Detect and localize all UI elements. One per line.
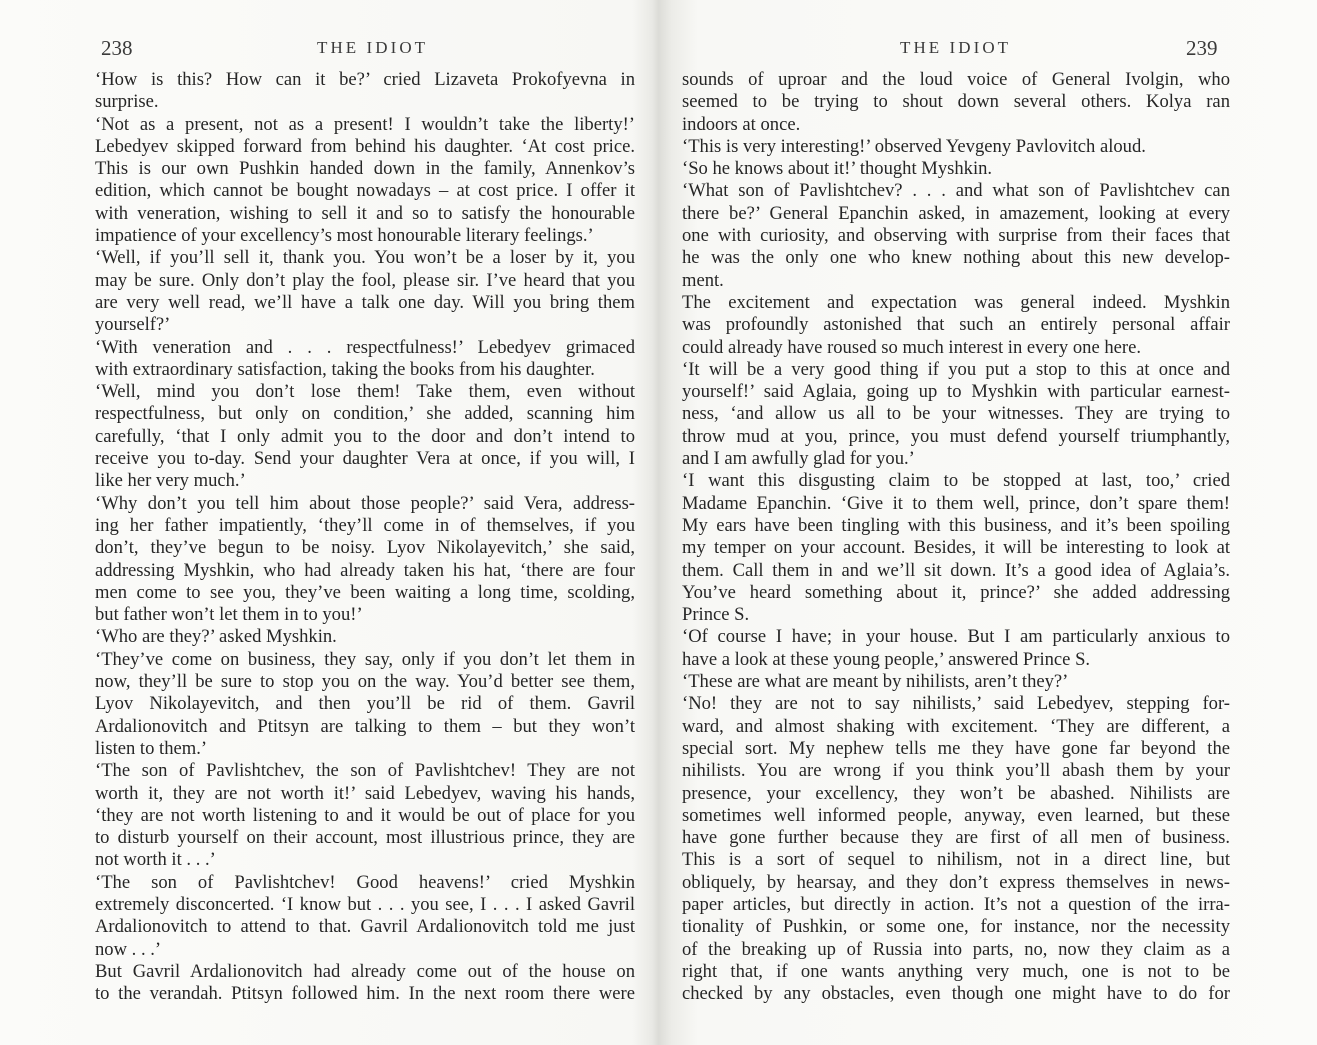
text-line: of the breaking up of Russia into parts, no, now they claim as a <box>682 938 1230 960</box>
text-line: surprise. <box>95 91 159 113</box>
text-line: ‘Who are they?’ asked Myshkin. <box>95 626 337 648</box>
text-line: worth it, they are not worth it!’ said Lebedyev, waving his hands, <box>95 782 635 804</box>
text-line: ‘This is very interesting!’ observed Yevgeny Pavlovitch aloud. <box>682 135 1146 157</box>
text-line: Ardalionovitch to attend to that. Gavril Ardalionovitch told me just <box>95 916 635 938</box>
text-line: them. Call them in and we’ll sit down. It’s a good idea of Aglaia’s. <box>682 559 1230 581</box>
text-line: Madame Epanchin. ‘Give it to them well, prince, don’t spare them! <box>682 492 1230 514</box>
text-line: was profoundly astonished that such an entirely personal affair <box>682 314 1230 336</box>
text-line: one with curiosity, and observing with surprise from their faces that <box>682 225 1230 247</box>
text-line: ‘They’ve come on business, they say, only if you don’t let them in <box>95 648 635 670</box>
text-line: listen to them.’ <box>95 737 208 759</box>
text-line: now . . .’ <box>95 938 162 960</box>
text-line: don’t, they’ve begun to be noisy. Lyov Nikolayevitch,’ she said, <box>95 537 635 559</box>
text-line: throw mud at you, prince, you must defend yourself triumphantly, <box>682 425 1230 447</box>
text-line: ‘So he knows about it!’ thought Myshkin. <box>682 158 993 180</box>
text-line: Ardalionovitch and Ptitsyn are talking to them – but they won’t <box>95 715 635 737</box>
text-line: may be sure. Only don’t play the fool, please sir. I’ve heard that you <box>95 269 635 291</box>
text-line: ‘These are what are meant by nihilists, aren’t they?’ <box>682 671 1069 693</box>
text-line: he was the only one who knew nothing about this new develop- <box>682 247 1230 269</box>
text-line: are very well read, we’ll have a talk one day. Will you bring them <box>95 291 635 313</box>
text-line: tionality of Pushkin, or some one, for instance, nor the necessity <box>682 916 1230 938</box>
text-line: The excitement and expectation was general indeed. Myshkin <box>682 291 1230 313</box>
text-line: ment. <box>682 269 724 291</box>
text-line: yourself?’ <box>95 314 171 336</box>
text-line: ‘Well, if you’ll sell it, thank you. You won’t be a loser by it, you <box>95 247 635 269</box>
text-line: receive you to-day. Send your daughter Vera at once, if you will, I <box>95 448 635 470</box>
text-line: ‘The son of Pavlishtchev! Good heavens!’ cried Myshkin <box>95 871 635 893</box>
running-head: THE IDIOT <box>317 38 429 57</box>
text-line: checked by any obstacles, even though one might have to do for <box>682 983 1230 1005</box>
left-page <box>0 0 655 1045</box>
text-line: extremely disconcerted. ‘I know but . . . you see, I . . . I asked Gavril <box>95 893 635 915</box>
text-line: impatience of your excellency’s most honourable literary feelings.’ <box>95 225 594 247</box>
text-line: indoors at once. <box>682 113 801 135</box>
text-line: special sort. My nephew tells me they have gone far beyond the <box>682 737 1230 759</box>
text-line: ‘The son of Pavlishtchev, the son of Pavlishtchev! They are not <box>95 760 635 782</box>
text-line: sometimes well informed people, anyway, even learned, but these <box>682 804 1230 826</box>
text-line: seemed to be trying to shout down several others. Kolya ran <box>682 91 1230 113</box>
text-line: Lebedyev skipped forward from behind his daughter. ‘At cost price. <box>95 135 635 157</box>
text-line: My ears have been tingling with this business, and it’s been spoiling <box>682 514 1230 536</box>
text-line: But Gavril Ardalionovitch had already come out of the house on <box>95 960 635 982</box>
text-line: men come to see you, they’ve been waiting a long time, scolding, <box>95 581 635 603</box>
text-line: ‘No! they are not to say nihilists,’ said Lebedyev, stepping for- <box>682 693 1230 715</box>
text-line: now, they’ll be sure to stop you on the way. You’d better see them, <box>95 671 635 693</box>
text-line: nihilists. You are wrong if you think you’ll abash them by your <box>682 760 1230 782</box>
text-line: to the verandah. Ptitsyn followed him. In the next room there were <box>95 983 635 1005</box>
text-line: ‘I want this disgusting claim to be stopped at last, too,’ cried <box>682 470 1230 492</box>
text-line: This is a sort of sequel to nihilism, not in a direct line, but <box>682 849 1230 871</box>
text-line: respectfulness, but only on condition,’ she added, scanning him <box>95 403 635 425</box>
text-line: ward, and almost shaking with excitement. ‘They are different, a <box>682 715 1230 737</box>
text-line: but father won’t let them in to you!’ <box>95 604 363 626</box>
text-line: could already have roused so much interest in every one here. <box>682 336 1141 358</box>
text-line: have a look at these young people,’ answered Prince S. <box>682 648 1091 670</box>
text-line: presence, your excellency, they won’t be abashed. Nihilists are <box>682 782 1230 804</box>
page-number: 239 <box>1186 36 1218 60</box>
text-line: paper articles, but directly in action. It’s not a question of the irra- <box>682 893 1230 915</box>
text-line: right that, if one wants anything very much, one is not to be <box>682 960 1230 982</box>
text-line: ‘With veneration and . . . respectfulness!’ Lebedyev grimaced <box>95 336 635 358</box>
text-line: with veneration, wishing to sell it and so to satisfy the honourable <box>95 202 635 224</box>
text-line: sounds of uproar and the loud voice of General Ivolgin, who <box>682 69 1230 90</box>
body-text <box>682 69 1230 1005</box>
text-line: ‘It will be a very good thing if you put a stop to this at once and <box>682 358 1230 380</box>
text-line: ing her father impatiently, ‘they’ll come in of themselves, if you <box>95 514 635 536</box>
text-line: have gone further because they are first of all men of business. <box>682 827 1230 849</box>
text-line: obliquely, by hearsay, and they don’t express themselves in news- <box>682 871 1230 893</box>
text-line: ‘Why don’t you tell him about those people?’ said Vera, address- <box>95 492 635 514</box>
text-line: like her very much.’ <box>95 470 246 492</box>
text-line: to disturb yourself on their account, most illustrious prince, they are <box>95 827 635 849</box>
text-line: ‘Not as a present, not as a present! I wouldn’t take the liberty!’ <box>95 113 635 135</box>
text-line: addressing Myshkin, who had already taken his hat, ‘there are four <box>95 559 635 581</box>
text-line: there be?’ General Epanchin asked, in amazement, looking at every <box>682 202 1230 224</box>
running-head: THE IDIOT <box>900 38 1012 57</box>
text-line: ‘How is this? How can it be?’ cried Lizaveta Prokofyevna in <box>95 69 635 90</box>
text-line: carefully, ‘that I only admit you to the door and don’t intend to <box>95 425 635 447</box>
text-line: with extraordinary satisfaction, taking the books from his daughter. <box>95 358 595 380</box>
text-line: ‘What son of Pavlishtchev? . . . and what son of Pavlishtchev can <box>682 180 1230 202</box>
text-line: edition, which cannot be bought nowadays – at cost price. I offer it <box>95 180 635 202</box>
text-line: my temper on your account. Besides, it will be interesting to look at <box>682 537 1230 559</box>
text-line: ness, ‘and allow us all to be your witnesses. They are trying to <box>682 403 1230 425</box>
text-line: Lyov Nikolayevitch, and then you’ll be rid of them. Gavril <box>95 693 635 715</box>
text-line: ‘Well, mind you don’t lose them! Take them, even without <box>95 381 635 403</box>
text-line: and I am awfully glad for you.’ <box>682 448 915 470</box>
text-line: ‘Of course I have; in your house. But I am particularly anxious to <box>682 626 1230 648</box>
page-number: 238 <box>101 36 133 60</box>
text-line: ‘they are not worth listening to and it would be out of place for you <box>95 804 635 826</box>
body-text <box>95 69 635 1005</box>
text-line: yourself!’ said Aglaia, going up to Myshkin with particular earnest- <box>682 381 1230 403</box>
text-line: not worth it . . .’ <box>95 849 216 871</box>
text-line: This is our own Pushkin handed down in the family, Annenkov’s <box>95 158 635 180</box>
right-page <box>662 0 1317 1045</box>
text-line: Prince S. <box>682 604 750 626</box>
text-line: You’ve heard something about it, prince?’ she added addressing <box>682 581 1230 603</box>
